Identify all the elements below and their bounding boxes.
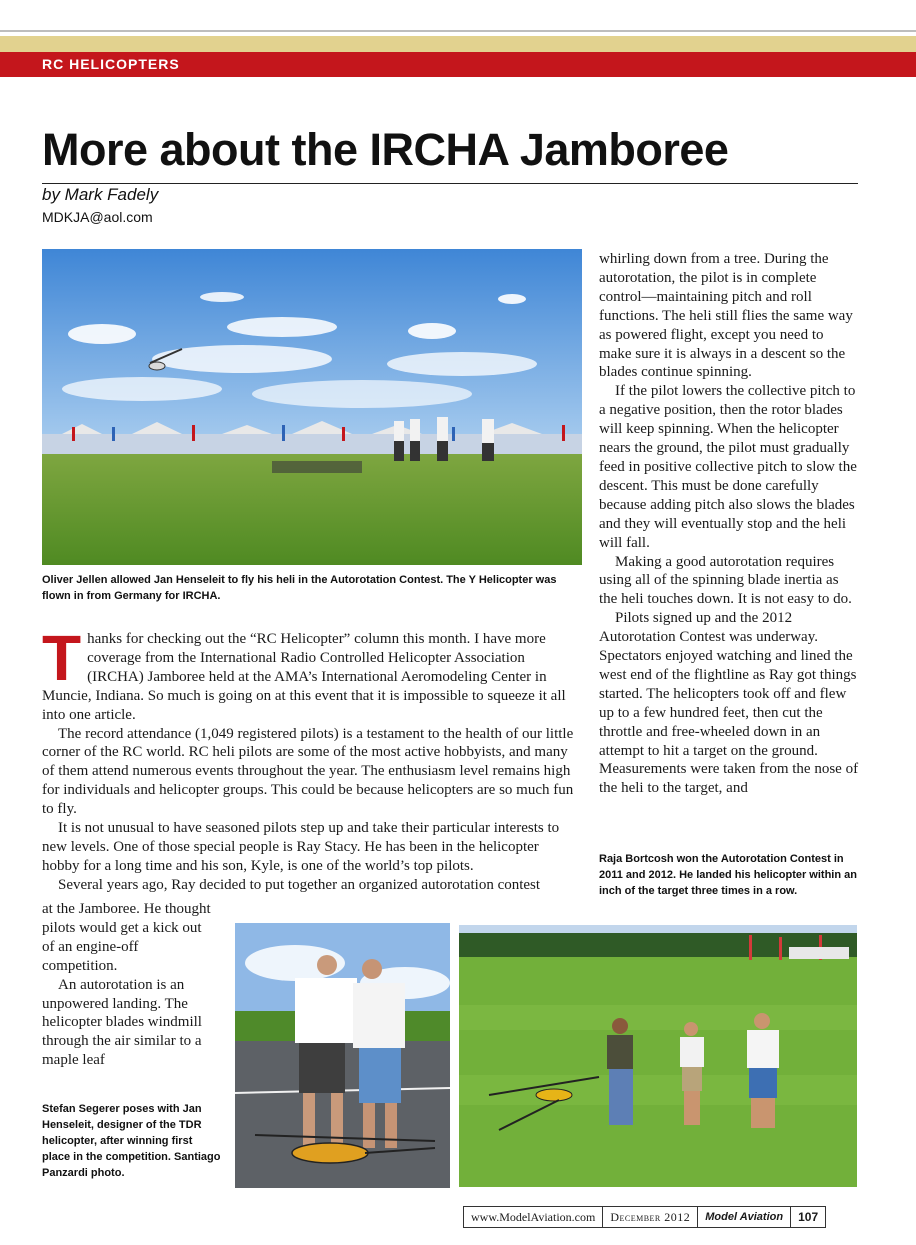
photo-contest-field (459, 925, 857, 1187)
paragraph: It is not unusual to have seasoned pilots step up and take their particular interests to new levels. One of those special people is Ray Stacy. He has been in the helicopter hobby for a long time and his son, Kyle, is one of the world’s top pilots. (42, 820, 560, 874)
paragraph: The record attendance (1,049 registered pilots) is a testament to the health of our little corner of the RC world. RC heli pilots are some of the most active hobbyists, and many of them attend numerous events throughout the year. The enthusiasm level remains high for individuals and helicopter groups. This could be because helicopters are so much fun to fly. (42, 725, 574, 818)
caption-top-photo: Oliver Jellen allowed Jan Henseleit to fly his heli in the Autorotation Contest. The Y Helicopter was flown in from Germany for IRCHA. (42, 574, 557, 602)
photo-winners (235, 923, 450, 1188)
lead-text: hanks for checking out the “RC Helicopter” column this month. I have more coverage from the International Radio Controlled Helicopter Association (IRCHA) Jamboree held at the AMA’s International Aeromodeling Center in Muncie, Indiana. So much is going on at this event that it is impossible to squeeze it all into one article. (42, 631, 566, 723)
article-title: More about the IRCHA Jamboree (42, 124, 729, 175)
photo-flightline (42, 249, 582, 565)
caption-raja: Raja Bortcosh won the Autorotation Contest in 2011 and 2012. He landed his helicopter within an inch of the target three times in a row. (599, 853, 857, 897)
top-rule (0, 30, 916, 32)
caption-stefan: Stefan Segerer poses with Jan Henseleit, designer of the TDR helicopter, after winning first place in the competition. Santiago Panzardi photo. (42, 1103, 221, 1179)
page-footer (463, 1206, 826, 1228)
article-body-right (599, 250, 859, 798)
paragraph: whirling down from a tree. During the autorotation, the pilot is in complete control—maintaining pitch and roll functions. The heli still flies the same way as powered flight, except you need to make sure it is always in a descent so the blades continue spinning. (599, 251, 853, 381)
paragraph: If the pilot lowers the collective pitch to a negative position, then the rotor blades will keep spinning. When the helicopter nears the ground, the pilot must gradually feed in positive collective pitch to slow the descent. This must be done carefully because adding pitch also slows the blades and they will eventually stop and the heli will fall. (599, 383, 857, 551)
lead-paragraph (42, 622, 580, 725)
paragraph: Pilots signed up and the 2012 Autorotation Contest was underway. Spectators enjoyed watching and lined the west end of the flightline as Ray got things started. The helicopters took off and flew up to a few hundred feet, then cut the throttle and free-wheeled down in an attempt to hit a target on the ground. Measurements were taken from the nose of the heli to the target, and (599, 610, 859, 797)
paragraph: Several years ago, Ray decided to put together an organized autorotation contest (58, 876, 541, 893)
author-email: MDKJA@aol.com (42, 209, 153, 225)
footer-url[interactable]: www.ModelAviation.com (464, 1207, 603, 1227)
article-body-left (42, 622, 580, 895)
paragraph: at the Jamboree. He thought pilots would get a kick out of an engine-off competition. (42, 901, 211, 974)
paragraph: Making a good autorotation requires using all of the spinning blade inertia as the heli touches down. It is not easy to do. (599, 553, 852, 608)
byline: by Mark Fadely (42, 185, 159, 204)
section-label: RC HELICOPTERS (42, 56, 180, 72)
article-body-narrow (42, 900, 214, 1070)
dropcap: T (42, 622, 82, 694)
footer-date: December 2012 (603, 1207, 698, 1227)
paragraph: An autorotation is an unpowered landing. The helicopter blades windmill through the air similar to a maple leaf (42, 976, 202, 1069)
footer-magazine: Model Aviation (698, 1207, 791, 1227)
page-number: 107 (798, 1210, 819, 1224)
title-rule (42, 183, 858, 184)
header-band (0, 36, 916, 52)
